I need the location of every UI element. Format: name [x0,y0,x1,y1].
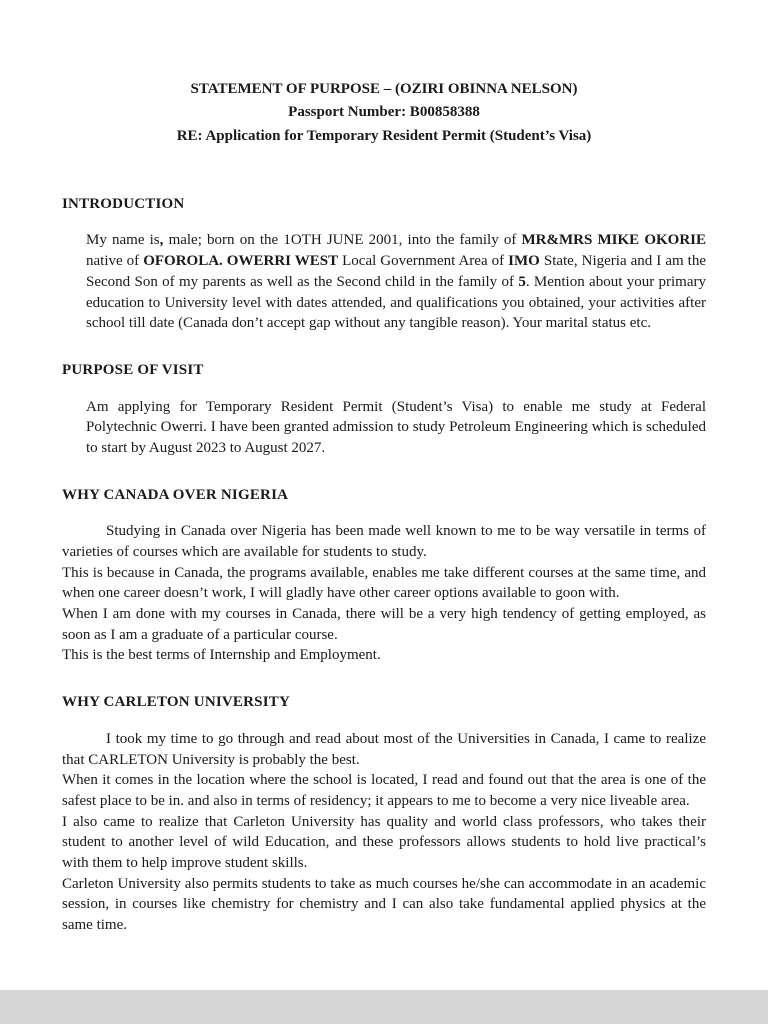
paragraph-purpose-of-visit: Am applying for Temporary Resident Permit (Student’s Visa) to enable me study at Federal Polytechnic Owerri. I have been granted admission to study Petroleum Engineering which is scheduled to start by August 2023 to August 2027. [86,398,706,456]
section-heading-why-carleton: WHY CARLETON UNIVERSITY [62,694,290,711]
section-why-carleton [62,692,706,936]
document-title-block [62,78,706,148]
section-heading-introduction: INTRODUCTION [62,195,185,212]
paragraph-why-carleton-2: When it comes in the location where the school is located, I read and found out that the area is one of the safest place to be in. and also in terms of residency; it appears to me to become a very nice liveable area. [62,772,706,809]
document-title: STATEMENT OF PURPOSE – (OZIRI OBINNA NELSON) [190,81,578,97]
passport-number-line: Passport Number: B00858388 [288,104,480,121]
paragraph-why-canada-1: Studying in Canada over Nigeria has been made well known to me to be way versatile in terms of varieties of courses which are available for students to study. [62,523,706,560]
section-heading-purpose-of-visit: PURPOSE OF VISIT [62,361,204,378]
section-introduction [62,194,706,334]
section-why-canada [62,485,706,667]
paragraph-why-carleton-4: Carleton University also permits students to take as much courses he/she can accommodate in an academic session, in courses like chemistry for chemistry and I can also take fundamental applied physics at the same time. [62,875,706,933]
paragraph-why-canada-3: When I am done with my courses in Canada, there will be a very high tendency of getting employed, as soon as I am a graduate of a particular course. [62,606,706,643]
paragraph-why-carleton-1: I took my time to go through and read about most of the Universities in Canada, I came to realize that CARLETON University is probably the best. [62,730,706,768]
paragraph-why-canada-4: This is the best terms of Internship and Employment. [62,647,381,664]
paragraph-why-canada-2: This is because in Canada, the programs available, enables me take different courses at the same time, and when one career doesn’t work, I will gladly have other career options available to goon with. [62,564,706,602]
section-purpose-of-visit [62,360,706,459]
section-heading-why-canada: WHY CANADA OVER NIGERIA [62,486,289,503]
paragraph-introduction: My name is, male; born on the 1OTH JUNE 2001, into the family of MR&MRS MIKE OKORIE native of OFOROLA. OWERRI WEST Local Government Area of IMO State, Nigeria and I am the Second Son of my parents as well as the Second child in the family of 5. Mention about your primary education to University level with dates attended, and qualifications you obtained, your activities after school till date (Canada don’t accept gap without any tangible reason). Your marital status etc. [86,232,706,332]
paragraph-why-carleton-3: I also came to realize that Carleton University has quality and world class professors, who takes their student to another level of wild Education, and these professors allows students to hold live practical’s with them to help improve student skills. [62,813,706,871]
re-application-line: RE: Application for Temporary Resident Permit (Student’s Visa) [176,127,592,144]
